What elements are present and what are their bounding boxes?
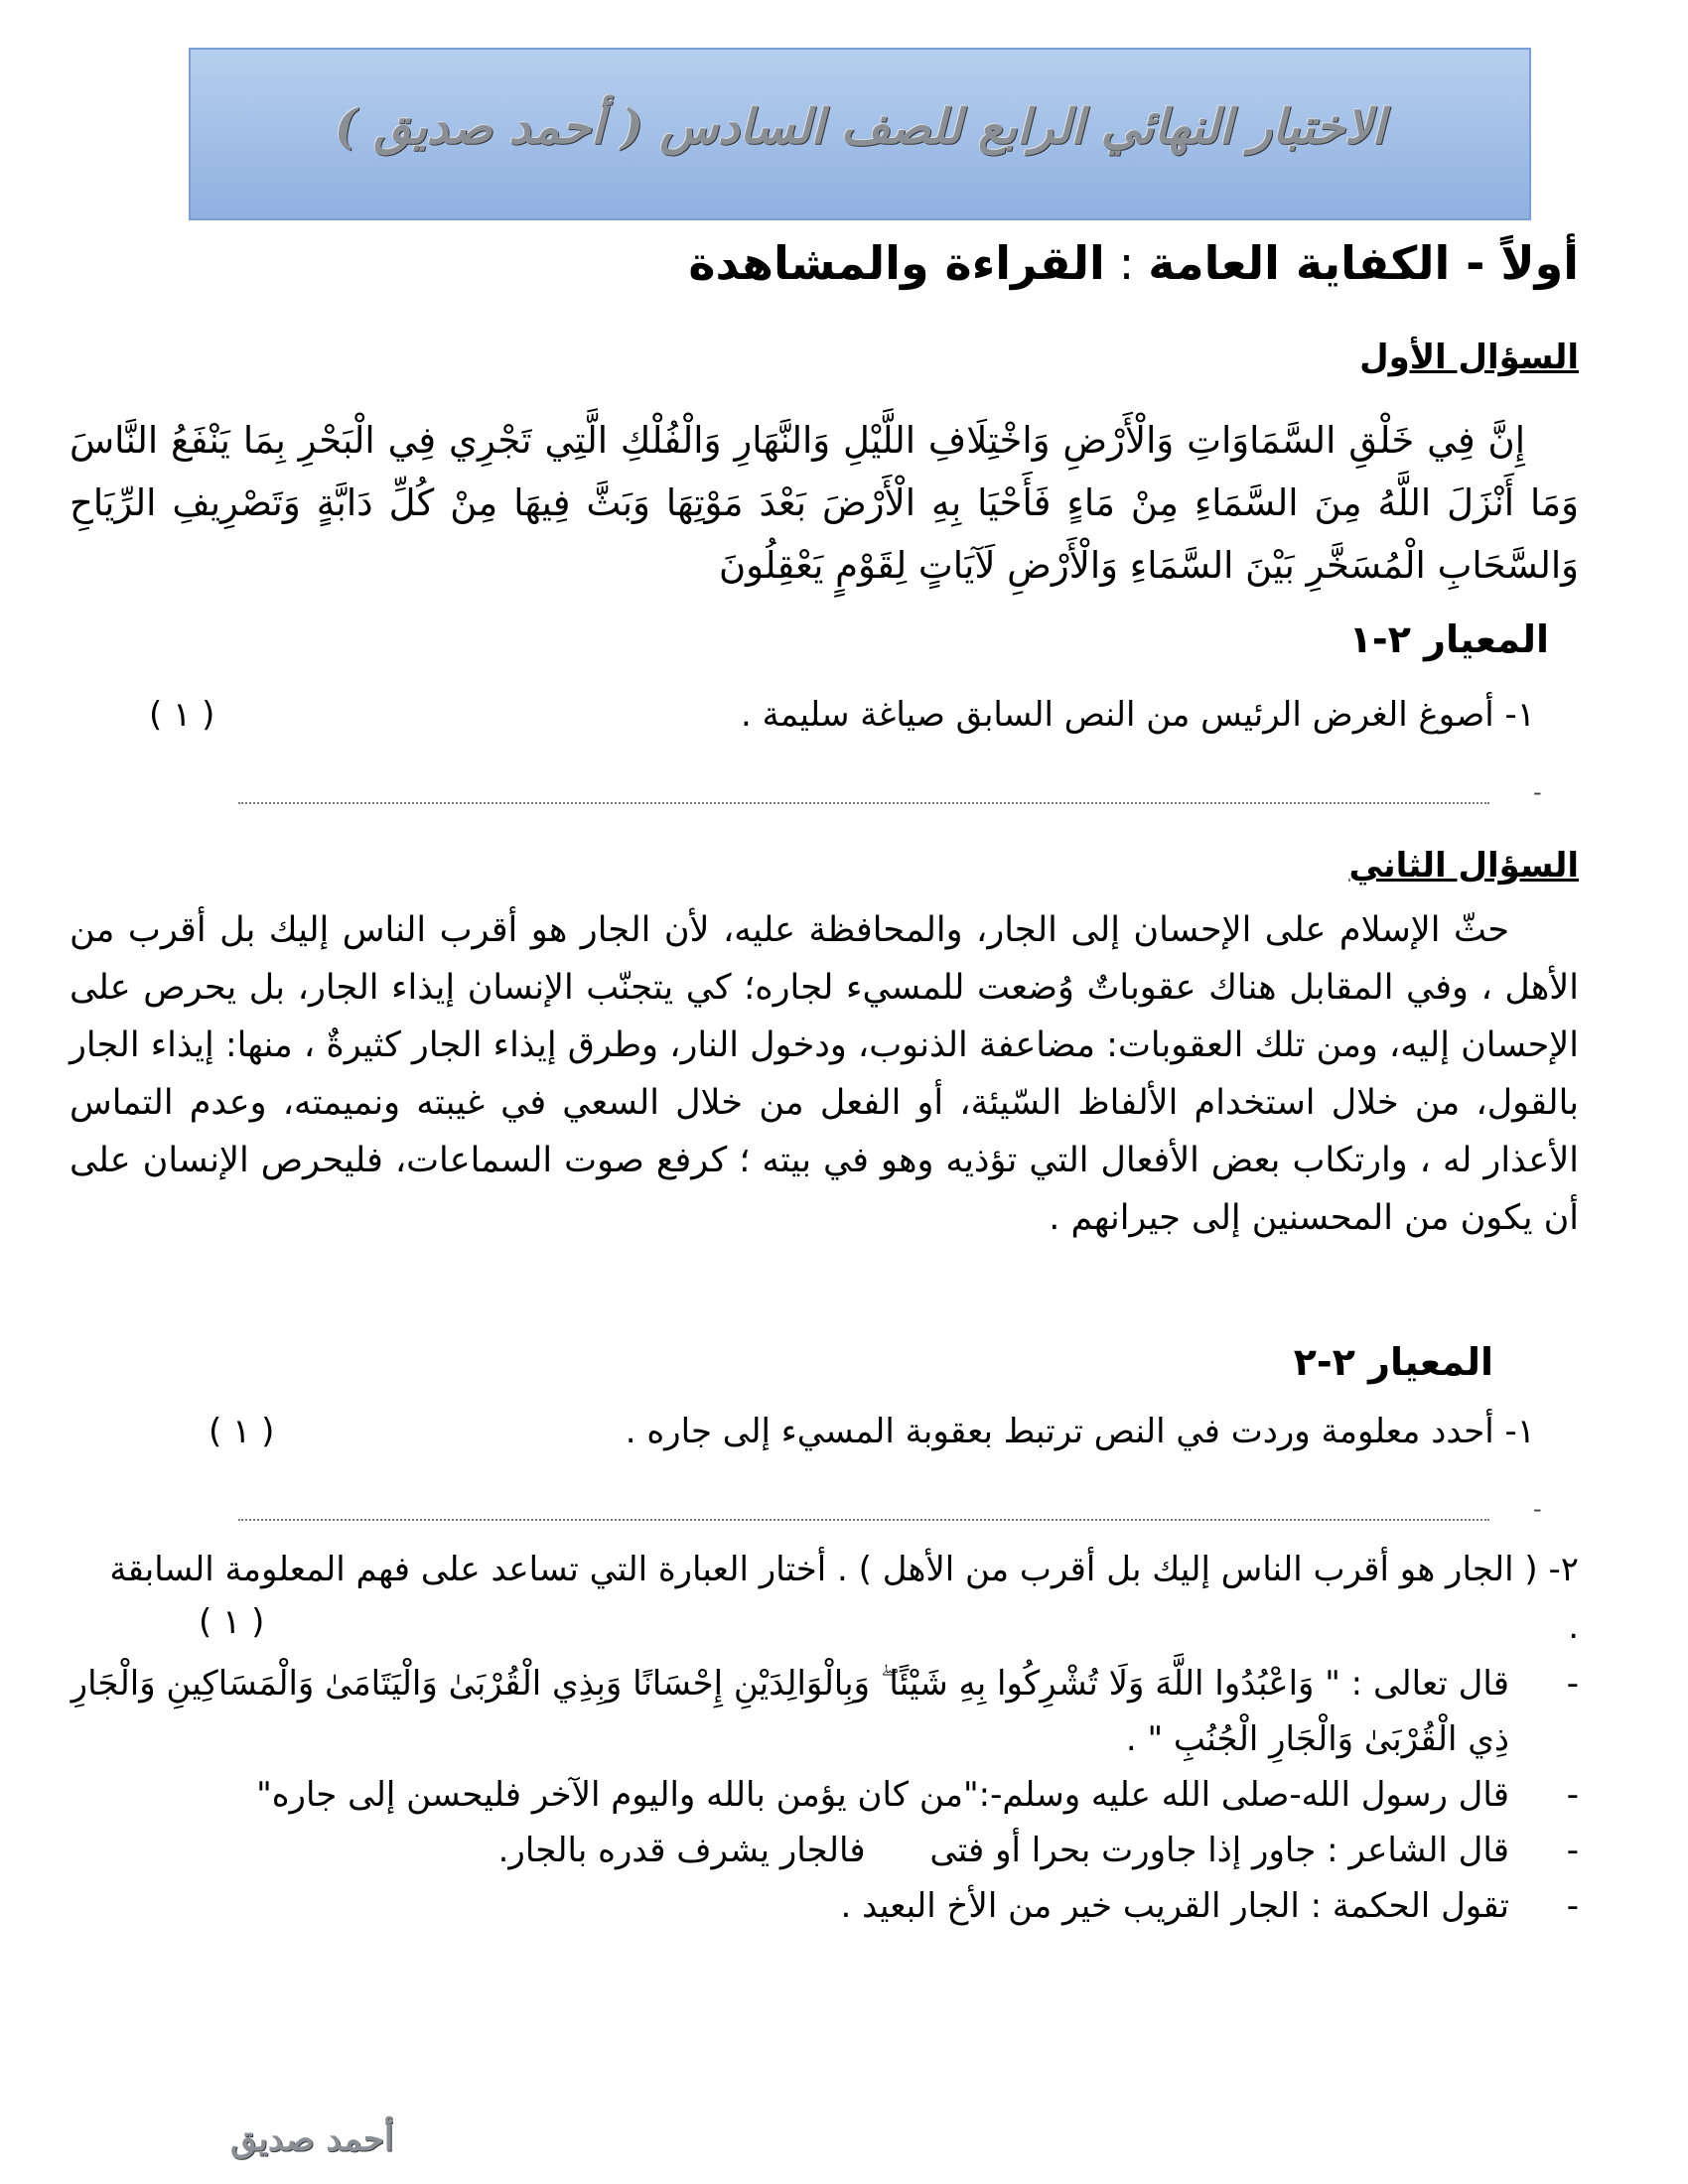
q1-answer-tick: -: [1533, 778, 1542, 806]
list-item: [40, 1878, 1579, 1934]
bullet-dash: -: [1566, 1831, 1579, 1870]
author-signature: أحمد صديق: [230, 2119, 394, 2159]
section-separator: :: [1118, 236, 1135, 290]
title-banner: [189, 48, 1531, 220]
q2-options-list: [40, 1656, 1579, 1934]
option-text: تقول الحكمة : الجار القريب خير من الأخ البعيد .: [840, 1886, 1509, 1926]
section-name: القراءة والمشاهدة: [688, 236, 1105, 290]
list-item: [40, 1767, 1579, 1823]
q2-passage-block: [70, 901, 1579, 1247]
q1-standard: المعيار ٢-١: [1348, 617, 1549, 661]
q1-item1-mark: ( ١ ): [149, 695, 215, 735]
exam-title: الاختبار النهائي الرابع للصف السادس ( أحمد صديق ): [334, 99, 1385, 155]
list-item: [40, 1823, 1579, 1878]
q2-item2-mark: ( ١ ): [199, 1602, 265, 1642]
option-text: قال تعالى : " وَاعْبُدُوا اللَّهَ وَلَا تُشْرِكُوا بِهِ شَيْئًا ۖ وَبِالْوَالِدَيْنِ إِحْسَانًا وَبِذِي الْقُرْبَىٰ وَالْيَتَامَىٰ وَالْمَسَاكِينِ وَالْجَارِ ذِي الْقُرْبَىٰ وَالْجَارِ الْجُنُبِ " .: [70, 1664, 1509, 1759]
q1-item1: ١- أصوغ الغرض الرئيس من النص السابق صياغة سليمة .: [741, 695, 1535, 735]
q2-answer-tick: -: [1533, 1495, 1542, 1523]
q1-verse-block: [70, 409, 1579, 597]
q2-item1: ١- أحدد معلومة وردت في النص ترتبط بعقوبة المسيء إلى جاره .: [625, 1412, 1535, 1451]
q1-title: السؤال الأول: [1359, 338, 1579, 377]
q2-passage: حثّ الإسلام على الإحسان إلى الجار، والمحافظة عليه، لأن الجار هو أقرب الناس إليك بل أقرب من الأهل ، وفي المقابل هناك عقوباتٌ وُضعت للمسيء لجاره؛ كي يتجنّب الإنسان إيذاء الجار، بل يحرص على الإحسان إليه، ومن تلك العقوبات: مضاعفة الذنوب، ودخول النار، وطرق إيذاء الجار كثيرةٌ ، منها: إيذاء الجار بالقول، من خلال استخدام الألفاظ السّيئة، أو الفعل من خلال السعي في غيبته ونميمته، وعدم التماس الأعذار له ، وارتكاب بعض الأفعال التي تؤذيه وهو في بيته ؛ كرفع صوت السماعات، فليحرص الإنسان على أن يكون من المحسنين إلى جيرانهم .: [70, 910, 1579, 1238]
option-text: قال الشاعر : جاور إذا جاورت بحرا أو فتى فالجار يشرف قدره بالجار.: [497, 1831, 1509, 1870]
bullet-dash: -: [1566, 1886, 1579, 1926]
q1-verse: إِنَّ فِي خَلْقِ السَّمَاوَاتِ وَالْأَرْضِ وَاخْتِلَافِ اللَّيْلِ وَالنَّهَارِ وَالْفُلْكِ الَّتِي تَجْرِي فِي الْبَحْرِ بِمَا يَنْفَعُ النَّاسَ وَمَا أَنْزَلَ اللَّهُ مِنَ السَّمَاءِ مِنْ مَاءٍ فَأَحْيَا بِهِ الْأَرْضَ بَعْدَ مَوْتِهَا وَبَثَّ فِيهَا مِنْ كُلِّ دَابَّةٍ وَتَصْرِيفِ الرِّيَاحِ وَالسَّحَابِ الْمُسَخَّرِ بَيْنَ السَّمَاءِ وَالْأَرْضِ لَآيَاتٍ لِقَوْمٍ يَعْقِلُونَ: [70, 419, 1579, 587]
bullet-dash: -: [1566, 1775, 1579, 1815]
q2-standard: المعيار ٢-٢: [1293, 1340, 1493, 1384]
q2-item2: ٢- ( الجار هو أقرب الناس إليك بل أقرب من الأهل ) . أختار العبارة التي تساعد على فهم المعلومة السابقة .: [109, 1550, 1579, 1647]
q2-item1-mark: ( ١ ): [209, 1412, 275, 1451]
q1-answer-line: [238, 802, 1489, 804]
q2-answer-line: [238, 1519, 1489, 1521]
bullet-dash: -: [1566, 1664, 1579, 1704]
q2-title: السؤال الثاني: [1348, 846, 1579, 886]
section-heading: [688, 236, 1579, 290]
option-text: قال رسول الله-صلى الله عليه وسلم-:"من كان يؤمن بالله واليوم الآخر فليحسن إلى جاره": [256, 1775, 1509, 1815]
list-item: [40, 1656, 1579, 1767]
section-prefix: أولاً - الكفاية العامة: [1148, 236, 1579, 290]
